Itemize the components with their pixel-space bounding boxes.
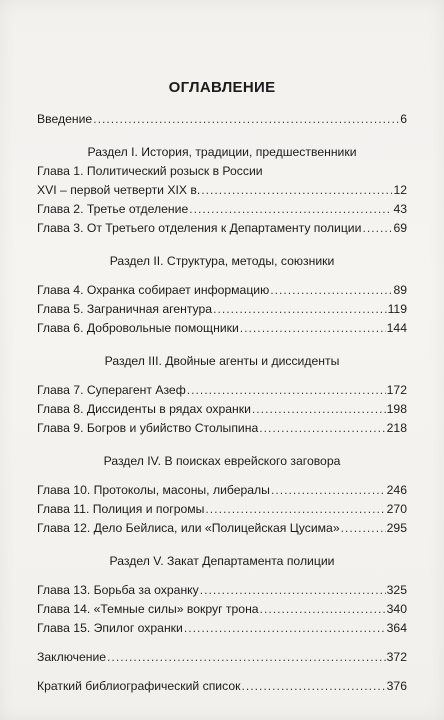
dot-leader [260,600,386,619]
toc-entry-label: Заключение [37,650,107,664]
toc-entry-chapter-2 [37,200,407,219]
toc-entry-label: Глава 11. Полиция и погромы [37,502,205,516]
toc-entry-label: Глава 5. Заграничная агентура [37,302,213,316]
dot-leader [252,400,386,419]
toc-entry-label: Глава 2. Третье отделение [37,202,189,216]
section-heading-5: Раздел V. Закат Департамента полиции [109,554,335,568]
toc-entry-chapter-5 [37,300,407,319]
toc-entry-page: 69 [393,221,407,235]
toc-entry-chapter-9 [37,419,407,438]
dot-leader [213,300,386,319]
dot-leader [187,381,386,400]
section-heading-2: Раздел II. Структура, методы, союзники [109,254,335,268]
dot-leader [205,500,385,519]
toc-entry-label: Введение [37,112,93,126]
toc-entry-page: 218 [386,421,407,435]
dot-leader [184,619,386,638]
toc-entry-page: 89 [393,283,407,297]
toc-entry-page: 144 [386,321,407,335]
toc-entry-chapter-3 [37,219,407,238]
dot-leader [271,481,386,500]
toc-entry-page: 12 [393,183,407,197]
dot-leader [201,181,392,200]
toc-entry-page: 270 [386,502,407,516]
section-heading-1: Раздел I. История, традиции, предшественники [87,145,357,159]
dot-leader [189,200,392,219]
toc-entry-label: Глава 4. Охранка собирает информацию [37,283,270,297]
dot-leader [341,519,386,538]
toc-entry-page: 119 [387,302,407,316]
section-heading-4: Раздел IV. В поисках еврейского заговора [103,454,341,468]
toc-entry-page: 376 [386,679,407,693]
toc-entry-page: 246 [386,483,407,497]
toc-entry-page: 372 [386,650,407,664]
toc-entry-chapter-13 [37,581,407,600]
dot-leader [241,677,385,696]
toc-entry-label: Глава 13. Борьба за охранку [37,583,199,597]
section-heading-3: Раздел III. Двойные агенты и диссиденты [104,354,340,368]
toc-entry-label: Глава 3. От Третьего отделения к Департаменту полиции [37,221,362,235]
toc-entry-chapter-6 [37,319,407,338]
dot-leader [270,281,392,300]
toc-entry-chapter-7 [37,381,407,400]
dot-leader [362,219,392,238]
toc-entry-label: Глава 14. «Темные силы» вокруг трона [37,602,259,616]
toc-entry-label: Глава 6. Добровольные помощники [37,321,239,335]
toc-entry-page: 198 [386,402,407,416]
toc-entry-page: 6 [400,112,407,126]
page-title: ОГЛАВЛЕНИЕ [168,79,276,96]
toc-entry-chapter-8 [37,400,407,419]
dot-leader [259,419,385,438]
toc-entry-label: Глава 10. Протоколы, масоны, либералы [37,483,270,497]
toc-entry-page: 295 [386,521,407,535]
toc-entry-label: Глава 7. Суперагент Азеф [37,383,186,397]
toc-entry-label: Глава 9. Богров и убийство Столыпина [37,421,259,435]
toc-entry-chapter-11 [37,500,407,519]
dot-leader [93,110,399,129]
toc-entry-conclusion [37,648,407,667]
toc-entry-page: 325 [386,583,407,597]
toc-entry-page: 340 [386,602,407,616]
toc-entry-label-cont: XVI – первой четверти XIX в. [37,183,201,197]
toc-entry-label: Глава 12. Дело Бейлиса, или «Полицейская Цусима» [37,521,340,535]
table-of-contents [37,110,407,696]
dot-leader [240,319,386,338]
toc-entry-chapter-4 [37,281,407,300]
toc-entry-chapter-14 [37,600,407,619]
toc-entry-page: 43 [393,202,407,216]
dot-leader [107,648,386,667]
toc-entry-chapter-15 [37,619,407,638]
toc-entry-chapter-12 [37,519,407,538]
toc-entry-label: Краткий библиографический список [37,679,241,693]
toc-entry-bibliography [37,677,407,696]
toc-entry-page: 172 [386,383,407,397]
toc-entry-intro [37,110,407,129]
toc-entry-page: 364 [386,621,407,635]
toc-entry-label: Глава 8. Диссиденты в рядах охранки [37,402,251,416]
toc-entry-label: Глава 15. Эпилог охранки [37,621,183,635]
toc-entry-chapter-1 [37,181,407,200]
dot-leader [200,581,386,600]
toc-entry-label: Глава 1. Политический розыск в России [37,164,263,178]
toc-entry-chapter-10 [37,481,407,500]
